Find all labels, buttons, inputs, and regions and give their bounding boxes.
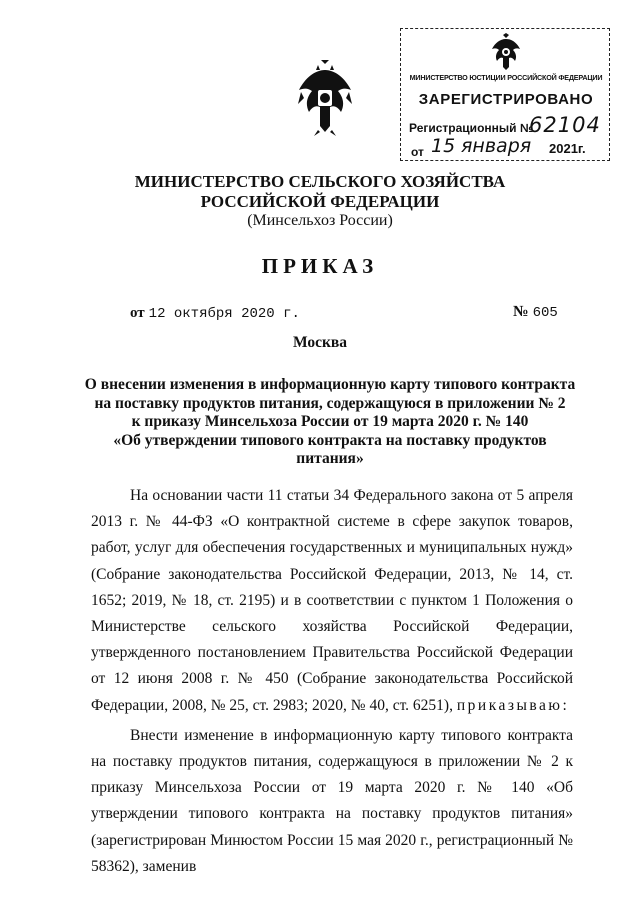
- eagle-emblem-icon: [489, 33, 523, 71]
- order-command: приказываю:: [456, 696, 570, 714]
- order-number-sign: №: [513, 303, 529, 320]
- order-number: [513, 303, 558, 321]
- subject-line: питания»: [296, 450, 364, 467]
- order-city: Москва: [292, 334, 348, 351]
- registration-stamp: [400, 28, 610, 161]
- body-paragraph-1: [91, 483, 573, 719]
- stamp-status: ЗАРЕГИСТРИРОВАНО: [418, 91, 594, 108]
- subject-line: к приказу Минсельхоза России от 19 марта 2020 г. № 140: [131, 413, 529, 430]
- order-number-value: 605: [532, 305, 558, 321]
- stamp-reg-number: 62104: [529, 113, 601, 137]
- stamp-date-month: января: [461, 135, 532, 157]
- ministry-short-name: (Минсельхоз России): [247, 212, 393, 229]
- order-date-prefix: от: [130, 305, 145, 321]
- ministry-name-line1: МИНИСТЕРСТВО СЕЛЬСКОГО ХОЗЯЙСТВА: [134, 172, 506, 191]
- paragraph-1-text: На основании части 11 статьи 34 Федерального закона от 5 апреля 2013 г. № 44-ФЗ «О контрактной системе в сфере закупок товаров, работ, услуг для обеспечения государственных и муниципальных нужд» (Собрание законодательства Российской Федерации, 2013, № 14, ст. 1652; 2019, № 18, ст. 2195) и в соответствии с пунктом 1 Положения о Министерстве сельского хозяйства Российской Федерации, утвержденного постановлением Правительства Российской Федерации от 12 июня 2008 г. № 450 (Собрание законодательства Российской Федерации, 2008, № 25, ст. 2983; 2020, № 40, ст. 6251),: [91, 487, 573, 714]
- ministry-name-line2: РОССИЙСКОЙ ФЕДЕРАЦИИ: [200, 192, 440, 211]
- subject-line: О внесении изменения в информационную карту типового контракта: [84, 376, 576, 393]
- order-date-value: 12 октября 2020 г.: [148, 306, 300, 322]
- order-title: ПРИКАЗ: [261, 254, 379, 278]
- subject-line: на поставку продуктов питания, содержащуюся в приложении № 2: [94, 394, 566, 412]
- body-paragraph-2: Внести изменение в информационную карту типового контракта на поставку продуктов питания, содержащуюся в приложении № 2 к приказу Минсельхоза России от 19 марта 2020 г. № 140 «Об утверждении типового контракта на поставку продуктов питания» (зарегистрирован Минюстом России 15 мая 2020 г., регистрационный № 58362), заменив: [91, 726, 573, 875]
- stamp-date-day: 15: [431, 135, 456, 157]
- order-subject: [80, 376, 580, 469]
- stamp-date-prefix: от: [411, 145, 424, 159]
- stamp-date-year: 2021г.: [549, 141, 586, 156]
- order-date: [130, 304, 300, 322]
- coat-of-arms-icon: [296, 60, 354, 138]
- order-body: [91, 483, 573, 880]
- stamp-ministry-name: МИНИСТЕРСТВО ЮСТИЦИИ РОССИЙСКОЙ ФЕДЕРАЦИИ: [409, 73, 603, 82]
- stamp-reg-label: Регистрационный №: [409, 121, 534, 135]
- subject-line: «Об утверждении типового контракта на поставку продуктов: [113, 431, 547, 449]
